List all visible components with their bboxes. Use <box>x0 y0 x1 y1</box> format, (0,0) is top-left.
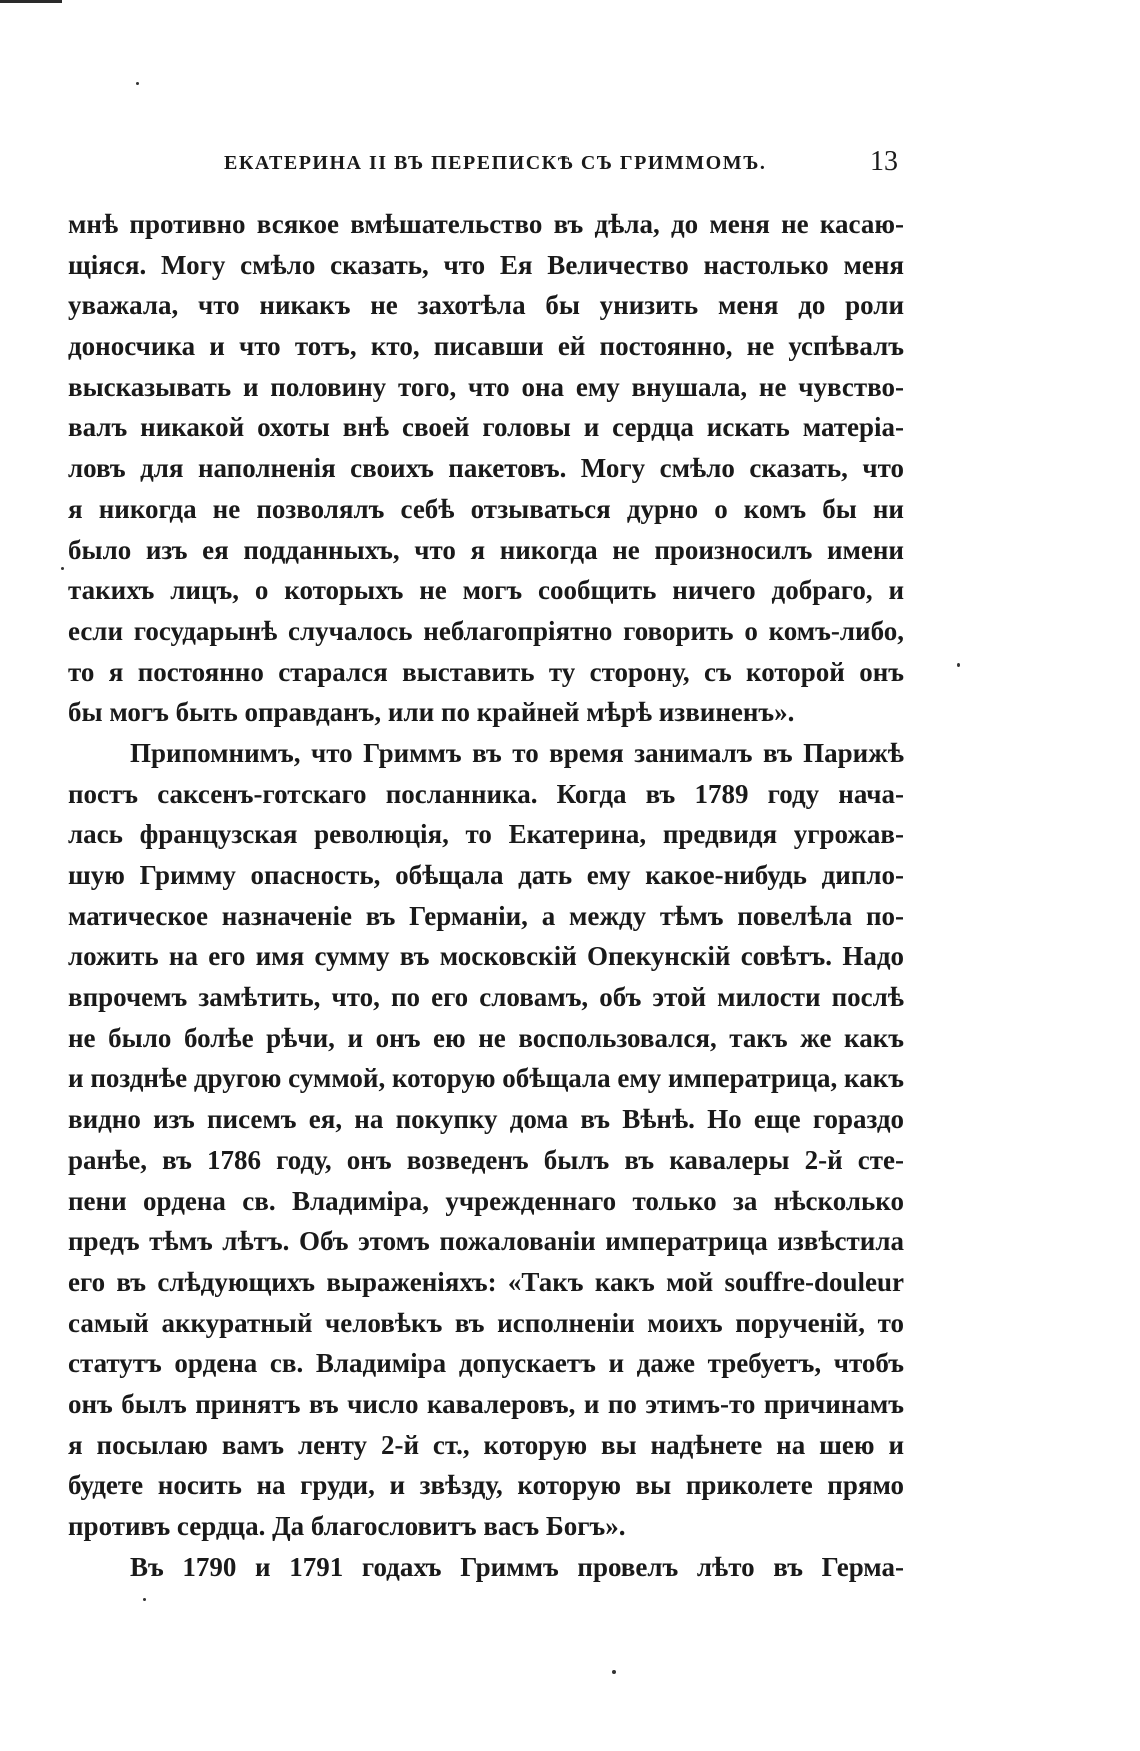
scan-speck <box>61 567 64 570</box>
text-line: валъ никакой охоты внѣ своей головы и сердца искать матеріа- <box>68 412 904 443</box>
text-line: если государынѣ случалось неблагопріятно говорить о комъ-либо, <box>68 615 904 646</box>
running-title: ЕКАТЕРИНА II ВЪ ПЕРЕПИСКѢ СЪ ГРИММОМЪ. <box>224 152 767 174</box>
text-line: такихъ лицъ, о которыхъ не могъ сообщить ничего добраго, и <box>68 575 904 606</box>
body-text <box>68 204 904 1587</box>
text-line: впрочемъ замѣтить, что, по его словамъ, объ этой милости послѣ <box>68 982 904 1013</box>
text-line: высказывать и половину того, что она ему внушала, не чувство- <box>68 371 904 402</box>
paragraph-end-line: противъ сердца. Да благословитъ васъ Богъ». <box>68 1511 626 1541</box>
text-line: и позднѣе другою суммой, которую обѣщала ему императрица, какъ <box>68 1063 904 1094</box>
text-line: то я постоянно старался выставить ту сторону, съ которой онъ <box>68 656 904 687</box>
paragraph-end-line: бы могъ быть оправданъ, или по крайней мѣрѣ извиненъ». <box>68 697 795 728</box>
text-line: самый аккуратный человѣкъ въ исполненіи моихъ порученій, то <box>68 1307 904 1338</box>
paragraph-start-line: Припомнимъ, что Гриммъ въ то время занималъ въ Парижѣ <box>130 737 904 768</box>
scan-speck <box>612 1670 616 1674</box>
text-line: видно изъ писемъ ея, на покупку дома въ Вѣнѣ. Но еще гораздо <box>68 1104 904 1135</box>
text-line: статутъ ордена св. Владиміра допускаетъ и даже требуетъ, чтобъ <box>68 1348 904 1379</box>
text-line: я никогда не позволялъ себѣ отзываться дурно о комъ бы ни <box>68 493 904 524</box>
text-line: было изъ ея подданныхъ, что я никогда не произносилъ имени <box>68 534 904 565</box>
text-line: ловъ для наполненія своихъ пакетовъ. Могу смѣло сказать, что <box>68 453 904 484</box>
text-line: шую Гримму опасность, обѣщала дать ему какое-нибудь дипло- <box>68 860 904 890</box>
text-line: будете носить на груди, и звѣзду, которую вы приколете прямо <box>68 1470 904 1501</box>
text-line: доносчика и что тотъ, кто, писавши ей постоянно, не успѣвалъ <box>68 331 904 362</box>
page-header <box>0 146 1140 186</box>
text-line: предъ тѣмъ лѣтъ. Объ этомъ пожалованіи императрица извѣстила <box>68 1226 904 1257</box>
text-line: не было болѣе рѣчи, и онъ ею не воспользовался, такъ же какъ <box>68 1022 904 1053</box>
text-line: ложить на его имя сумму въ московскій Опекунскій совѣтъ. Надо <box>68 941 904 972</box>
scan-speck <box>143 1598 146 1601</box>
top-edge-rule <box>0 0 62 3</box>
scan-speck <box>957 663 960 667</box>
paragraph-start-line: Въ 1790 и 1791 годахъ Гриммъ провелъ лѣто въ Герма- <box>130 1551 904 1582</box>
scan-speck <box>136 82 139 85</box>
text-line: пени ордена св. Владиміра, учрежденнаго только за нѣсколько <box>68 1185 904 1216</box>
text-line: его въ слѣдующихъ выраженіяхъ: «Такъ какъ мой souffre-douleur <box>68 1266 904 1297</box>
text-line: матическое назначеніе въ Германіи, а между тѣмъ повелѣла по- <box>68 900 904 931</box>
text-line: мнѣ противно всякое вмѣшательство въ дѣла, до меня не касаю- <box>68 209 904 239</box>
text-line: лась французская революція, то Екатерина, предвидя угрожав- <box>68 819 904 850</box>
text-line: уважала, что никакъ не захотѣла бы унизить меня до роли <box>68 290 904 321</box>
text-line: щіяся. Могу смѣло сказать, что Ея Величество настолько меня <box>68 249 904 280</box>
text-line: онъ былъ принятъ въ число кавалеровъ, и по этимъ-то причинамъ <box>68 1388 904 1419</box>
page-number: 13 <box>870 146 898 177</box>
text-line: ранѣе, въ 1786 году, онъ возведенъ былъ въ кавалеры 2-й сте- <box>68 1144 904 1175</box>
text-line: я посылаю вамъ ленту 2-й ст., которую вы надѣнете на шею и <box>68 1429 904 1460</box>
text-line: постъ саксенъ-готскаго посланника. Когда въ 1789 году нача- <box>68 778 904 809</box>
